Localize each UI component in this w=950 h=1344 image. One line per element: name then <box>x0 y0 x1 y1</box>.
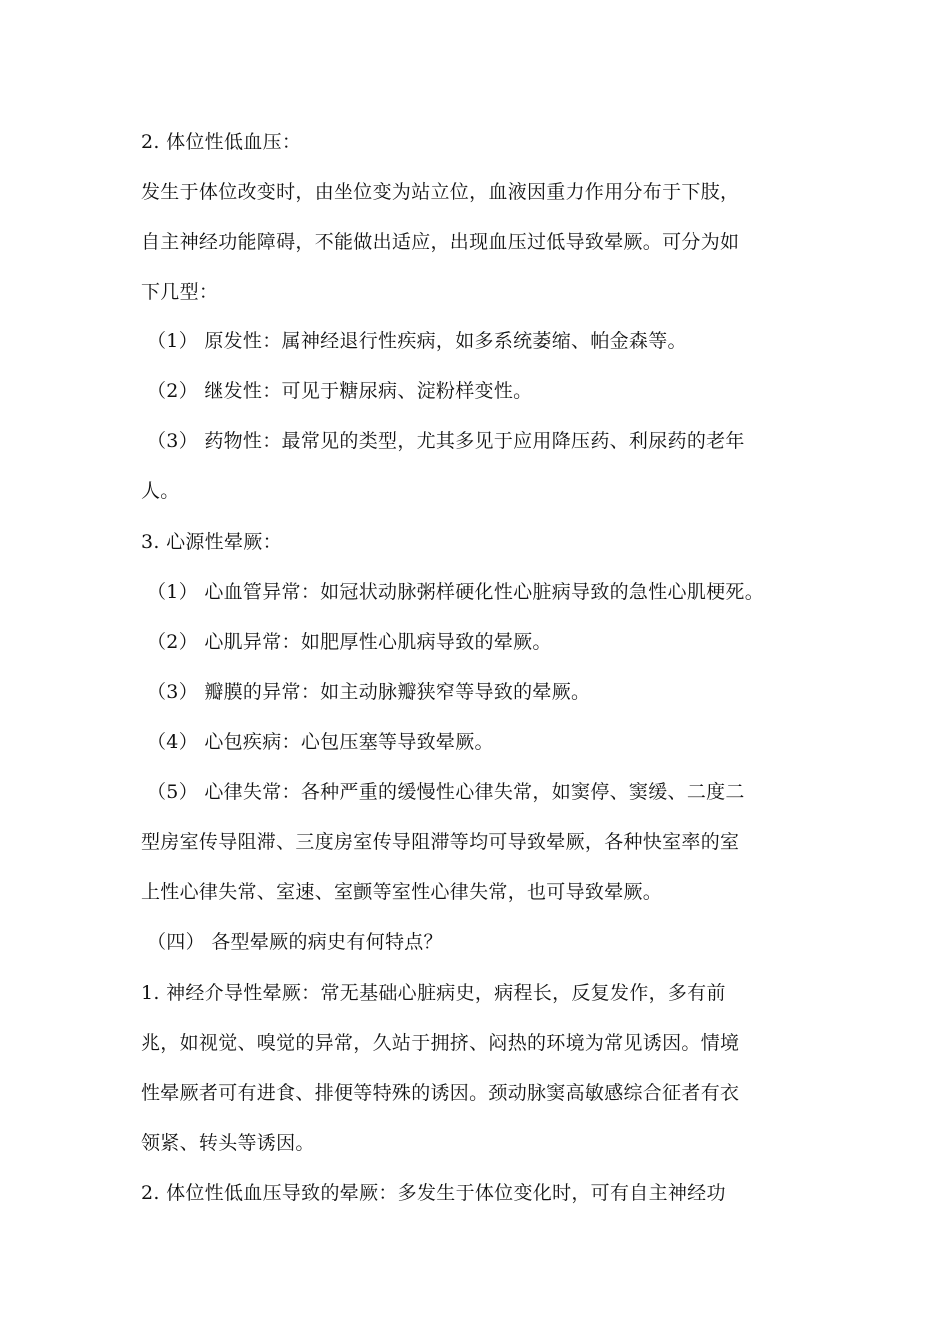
list-item: （2） 心肌异常：如肥厚性心肌病导致的晕厥。 <box>147 631 552 653</box>
paragraph-line: 自主神经功能障碍，不能做出适应，出现血压过低导致晕厥。可分为如 <box>141 231 740 253</box>
paragraph-line: 领紧、转头等诱因。 <box>141 1132 315 1154</box>
paragraph-line: 型房室传导阻滞、三度房室传导阻滞等均可导致晕厥，各种快室率的室 <box>141 831 740 853</box>
paragraph-line: 性晕厥者可有进食、排便等特殊的诱因。颈动脉窦高敏感综合征者有衣 <box>141 1082 740 1104</box>
list-item: （1） 心血管异常：如冠状动脉粥样硬化性心脏病导致的急性心肌梗死。 <box>147 581 765 603</box>
list-item: （3） 瓣膜的异常：如主动脉瓣狭窄等导致的晕厥。 <box>147 681 591 703</box>
paragraph-line: 人。 <box>141 480 180 502</box>
section-heading-4: （四） 各型晕厥的病史有何特点？ <box>147 931 443 953</box>
paragraph-line: 2. 体位性低血压导致的晕厥：多发生于体位变化时，可有自主神经功 <box>141 1182 726 1204</box>
paragraph-line: 下几型： <box>141 281 219 303</box>
list-item: （2） 继发性：可见于糖尿病、淀粉样变性。 <box>147 380 533 402</box>
paragraph-line: 发生于体位改变时，由坐位变为站立位，血液因重力作用分布于下肢， <box>141 181 740 203</box>
paragraph-line: 兆，如视觉、嗅觉的异常，久站于拥挤、闷热的环境为常见诱因。情境 <box>141 1032 740 1054</box>
list-item: （4） 心包疾病：心包压塞等导致晕厥。 <box>147 731 494 753</box>
list-item: （1） 原发性：属神经退行性疾病，如多系统萎缩、帕金森等。 <box>147 330 687 352</box>
paragraph-line: 1. 神经介导性晕厥：常无基础心脏病史，病程长，反复发作，多有前 <box>141 982 726 1004</box>
list-item: （3） 药物性：最常见的类型，尤其多见于应用降压药、利尿药的老年 <box>147 430 745 452</box>
section-heading-2: 2. 体位性低血压： <box>141 131 302 153</box>
paragraph-line: 上性心律失常、室速、室颤等室性心律失常，也可导致晕厥。 <box>141 881 663 903</box>
section-heading-3: 3. 心源性晕厥： <box>141 531 282 553</box>
list-item: （5） 心律失常：各种严重的缓慢性心律失常，如窦停、窦缓、二度二 <box>147 781 745 803</box>
